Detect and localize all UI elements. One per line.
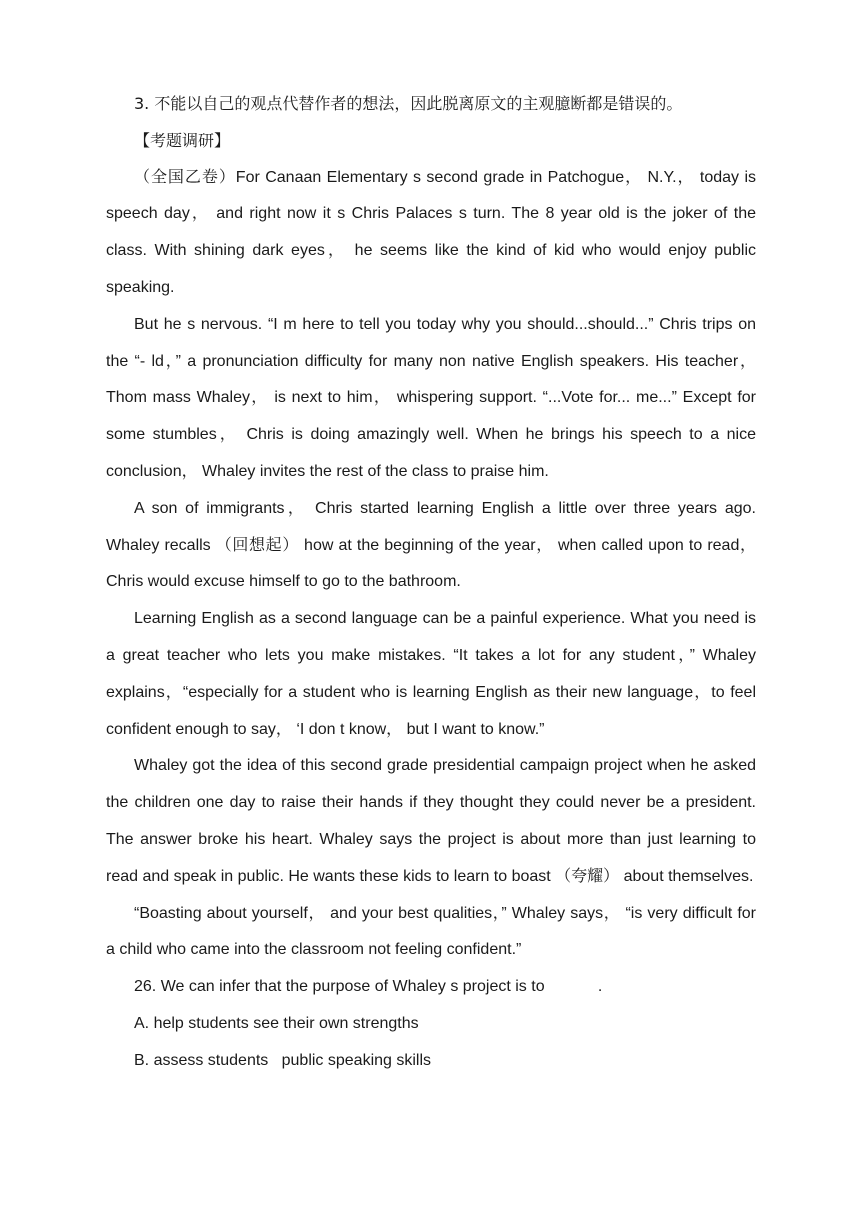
- section-heading: 【考题调研】: [134, 130, 231, 150]
- passage-paragraph-5: Whaley got the idea of this second grade presidential campaign project when he asked the children one day to raise their hands if they thought they could never be a president. The answer broke his heart. Whaley says the project is about more than just learning to read and speak in public. He wants these kids to learn to boast （夸耀） about themselves.: [106, 757, 756, 885]
- question-stem: 26. We can infer that the purpose of Whaley s project is to .: [134, 978, 603, 996]
- question-option-b: B. assess students public speaking skills: [134, 1051, 432, 1069]
- document-page: [106, 86, 756, 1080]
- question-option-a: A. help students see their own strengths: [134, 1014, 419, 1032]
- passage-paragraph-1: （全国乙卷）For Canaan Elementary s second grade in Patchogue， N.Y.， today is speech day， and right now it s Chris Palaces s turn. The 8 year old is the joker of the class. With shining dark eyes， he seems like the kind of kid who would enjoy public speaking.: [106, 168, 757, 296]
- note-line: 3. 不能以自己的观点代替作者的想法，因此脱离原文的主观臆断都是错误的。: [134, 94, 683, 113]
- passage-paragraph-4: Learning English as a second language can be a painful experience. What you need is a great teacher who lets you make mistakes. “It takes a lot for any student，” Whaley explains，“especially for a student who is learning English as their new language，to feel confident enough to say， ‘I don t know， but I want to know.”: [106, 610, 756, 738]
- passage-paragraph-3: A son of immigrants， Chris started learning English a little over three years ago. Whaley recalls （回想起） how at the beginning of the year， when called upon to read，Chris would excuse himself to go to the bathroom.: [106, 499, 756, 591]
- passage-paragraph-2: But he s nervous. “I m here to tell you today why you should...should...” Chris trips on the “- ld，” a pronunciation difficulty for many non native English speakers. His teacher，Thom mass Whaley， is next to him， whispering support. “...Vote for... me...” Except for some stumbles， Chris is doing amazingly well. When he brings his speech to a nice conclusion， Whaley invites the rest of the class to praise him.: [106, 315, 756, 480]
- passage-paragraph-6: “Boasting about yourself， and your best qualities，” Whaley says， “is very difficult for a child who came into the classroom not feeling confident.”: [106, 904, 756, 959]
